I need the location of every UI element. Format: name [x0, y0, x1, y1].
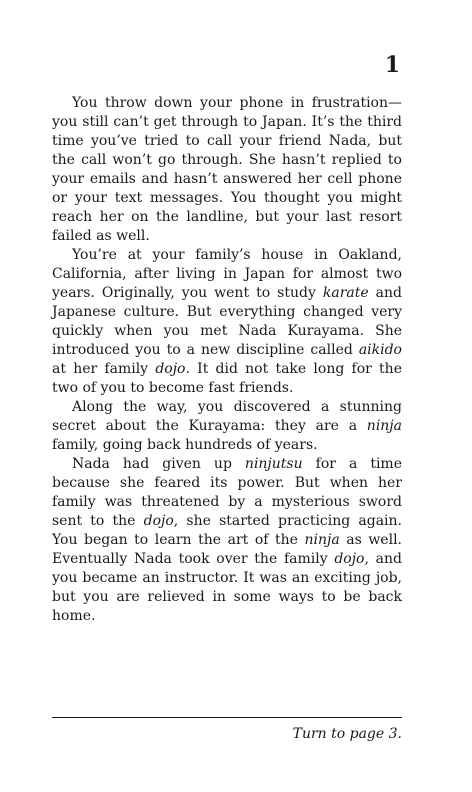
text-run: Along the way, you discovered a stunning secret about the Kurayama: they are a	[52, 399, 402, 434]
text-run: . It did not take long for the two of you to become fast friends.	[52, 361, 402, 396]
text-run: Nada had given up	[72, 456, 245, 472]
text-run: family, going back hundreds of years.	[52, 437, 318, 453]
paragraph	[52, 246, 402, 398]
text-run: at her family	[52, 361, 156, 377]
story-text	[52, 94, 402, 626]
text-run: You’re at your family’s house in Oakland, California, after living in Japan for almost two years. Originally, you went to study	[52, 247, 402, 301]
text-run: as well. Eventually Nada took over the family	[52, 532, 402, 567]
page-number: 1	[384, 52, 400, 78]
italic-term: dojo	[155, 361, 186, 377]
footer-divider	[52, 717, 402, 718]
text-run: You throw down your phone in frustration—you still can’t get through to Japan. It’s the third time you’ve tried to call your friend Nada, but the call won’t go through. She hasn’t replied to your emails and hasn’t answered her cell phone or your text messages. You thought you might reach her on the landline, but your last resort failed as well.	[52, 95, 402, 244]
paragraph	[52, 94, 402, 246]
paragraph	[52, 455, 402, 626]
text-run: for a time because she feared its power. But when her family was threatened by a mysterious sword sent to the	[52, 456, 402, 529]
italic-term: ninjutsu	[244, 456, 303, 472]
text-run: , and you became an instructor. It was an exciting job, but you are relieved in some ways to be back home.	[52, 551, 402, 624]
text-run: and Japanese culture. But everything changed very quickly when you met Nada Kurayama. She introduced you to a new discipline called	[52, 285, 402, 358]
text-run: , she started practicing again. You began to learn the art of the	[52, 513, 402, 548]
italic-term: ninja	[366, 418, 402, 434]
italic-term: aikido	[358, 342, 402, 358]
turn-to-page-link[interactable]: Turn to page 3.	[292, 726, 402, 742]
italic-term: karate	[322, 285, 369, 301]
italic-term: ninja	[304, 532, 340, 548]
italic-term: dojo	[334, 551, 365, 567]
paragraph	[52, 398, 402, 455]
italic-term: dojo	[143, 513, 174, 529]
